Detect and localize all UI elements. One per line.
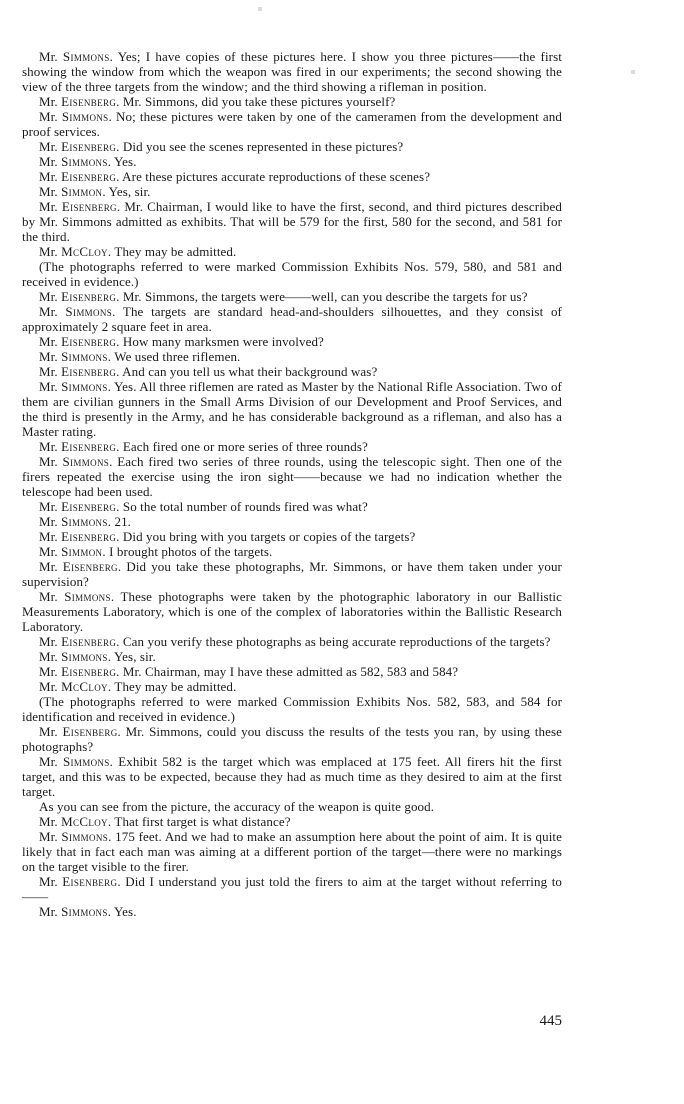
speaker-name: Eisenberg bbox=[61, 169, 117, 184]
speaker-name: Simmons bbox=[61, 904, 108, 919]
speaker-label: Mr. Eisenberg. bbox=[39, 874, 121, 889]
speaker-label: Mr. Eisenberg. bbox=[39, 364, 120, 379]
speaker-label: Mr. Eisenberg. bbox=[39, 529, 120, 544]
testimony-text-block bbox=[22, 49, 562, 919]
speaker-label: Mr. Simmon. bbox=[39, 544, 106, 559]
speaker-name: Eisenberg bbox=[61, 289, 117, 304]
testimony-paragraph: Mr. Eisenberg. Did I understand you just told the firers to aim at the target without referring to—— bbox=[22, 874, 563, 904]
speaker-label: Mr. Eisenberg. bbox=[39, 664, 120, 679]
testimony-paragraph: Mr. Eisenberg. Did you take these photographs, Mr. Simmons, or have them taken under your supervision? bbox=[22, 559, 562, 589]
testimony-paragraph: Mr. McCloy. That first target is what distance? bbox=[39, 814, 291, 829]
speaker-name: Eisenberg bbox=[61, 634, 117, 649]
speaker-name: Eisenberg bbox=[61, 664, 117, 679]
testimony-paragraph: Mr. Eisenberg. Did you bring with you targets or copies of the targets? bbox=[39, 529, 416, 544]
speaker-name: Simmons bbox=[62, 454, 110, 469]
scan-speck-top bbox=[258, 7, 262, 11]
testimony-paragraph: Mr. Simmons. Exhibit 582 is the target which was emplaced at 175 feet. All firers hit the first target, and this was to be expected, because they had as much time as they desired to aim at the first target. bbox=[22, 754, 562, 799]
speaker-label: Mr. Eisenberg. bbox=[39, 94, 120, 109]
speaker-name: Eisenberg bbox=[62, 724, 118, 739]
speaker-label: Mr. McCloy. bbox=[39, 244, 112, 259]
testimony-paragraph: Mr. Simmons. These photographs were taken by the photographic laboratory in our Ballistic Measurements Laboratory, which is one of the complex of laboratories within the Ballistic Research Laboratory. bbox=[22, 589, 562, 634]
testimony-paragraph: Mr. Eisenberg. Can you verify these photographs as being accurate reproductions of the targets? bbox=[39, 634, 551, 649]
speaker-name: Simmons bbox=[61, 514, 108, 529]
speaker-label: Mr. Eisenberg. bbox=[39, 169, 120, 184]
speaker-name: Simmons bbox=[61, 109, 109, 124]
speaker-name: Eisenberg bbox=[61, 199, 117, 214]
testimony-paragraph: Mr. Simmons. Yes, sir. bbox=[39, 649, 156, 664]
speaker-label: Mr. Simmons. bbox=[39, 379, 112, 394]
testimony-paragraph: Mr. McCloy. They may be admitted. bbox=[39, 244, 237, 259]
speaker-name: McCloy bbox=[61, 679, 108, 694]
speaker-label: Mr. Eisenberg. bbox=[39, 724, 121, 739]
testimony-paragraph: Mr. Eisenberg. And can you tell us what their background was? bbox=[39, 364, 378, 379]
speaker-label: Mr. Simmon. bbox=[39, 184, 106, 199]
testimony-paragraph: Mr. Simmons. 21. bbox=[39, 514, 132, 529]
speaker-name: Eisenberg bbox=[61, 529, 117, 544]
speaker-name: Eisenberg bbox=[61, 364, 117, 379]
speaker-label: Mr. Simmons. bbox=[39, 154, 112, 169]
speaker-name: Simmons bbox=[61, 829, 109, 844]
speaker-name: Simmons bbox=[62, 754, 110, 769]
testimony-paragraph: Mr. Eisenberg. Mr. Chairman, may I have these admitted as 582, 583 and 584? bbox=[39, 664, 459, 679]
speaker-label: Mr. Simmons. bbox=[39, 589, 115, 604]
speaker-label: Mr. Simmons. bbox=[39, 754, 113, 769]
speaker-name: Simmons bbox=[62, 49, 110, 64]
speaker-name: McCloy bbox=[61, 244, 108, 259]
speaker-label: Mr. Eisenberg. bbox=[39, 439, 120, 454]
testimony-paragraph: Mr. Simmons. Yes. bbox=[39, 154, 137, 169]
speaker-name: McCloy bbox=[61, 814, 108, 829]
testimony-paragraph: Mr. Eisenberg. Each fired one or more series of three rounds? bbox=[39, 439, 368, 454]
speaker-label: Mr. Eisenberg. bbox=[39, 139, 120, 154]
speaker-name: Simmon bbox=[61, 544, 103, 559]
testimony-paragraph: Mr. Eisenberg. Did you see the scenes represented in these pictures? bbox=[39, 139, 404, 154]
speaker-name: Simmon bbox=[61, 184, 103, 199]
speaker-label: Mr. Simmons. bbox=[39, 109, 112, 124]
scan-speck-right bbox=[631, 70, 635, 74]
speaker-name: Simmons bbox=[61, 349, 108, 364]
speaker-name: Simmons bbox=[61, 154, 108, 169]
speaker-label: Mr. Eisenberg. bbox=[39, 634, 120, 649]
testimony-paragraph: Mr. Simmons. 175 feet. And we had to make an assumption here about the point of aim. It is quite likely that in fact each man was aiming at a different portion of the target—there were no markings on the target visible to the firer. bbox=[22, 829, 562, 874]
speaker-label: Mr. Eisenberg. bbox=[39, 199, 121, 214]
speaker-name: Eisenberg bbox=[61, 334, 117, 349]
speaker-label: Mr. Simmons. bbox=[39, 829, 112, 844]
testimony-paragraph: (The photographs referred to were marked Commission Exhibits Nos. 582, 583, and 584 for identification and received in evidence.) bbox=[22, 694, 562, 724]
testimony-paragraph: Mr. Simmons. Each fired two series of three rounds, using the telescopic sight. Then one of the firers repeated the exercise using the iron sight——because we had no indication whether the telescope had been used. bbox=[22, 454, 562, 499]
speaker-name: Eisenberg bbox=[61, 499, 117, 514]
speaker-label: Mr. Simmons. bbox=[39, 304, 116, 319]
testimony-paragraph: As you can see from the picture, the accuracy of the weapon is quite good. bbox=[39, 799, 435, 814]
speaker-name: Eisenberg bbox=[61, 139, 117, 154]
testimony-paragraph: Mr. Eisenberg. Mr. Simmons, did you take these pictures yourself? bbox=[39, 94, 396, 109]
testimony-paragraph: Mr. Simmons. Yes; I have copies of these pictures here. I show you three pictures——the first showing the window from which the weapon was fired in our experiments; the second showing the view of the three targets from the window; and the third showing a rifleman in position. bbox=[22, 49, 562, 94]
speaker-name: Simmons bbox=[61, 379, 108, 394]
speaker-name: Eisenberg bbox=[62, 559, 118, 574]
speaker-name: Simmons bbox=[64, 589, 111, 604]
speaker-name: Simmons bbox=[61, 649, 108, 664]
testimony-paragraph: Mr. Simmon. Yes, sir. bbox=[39, 184, 151, 199]
testimony-paragraph: Mr. Simmons. No; these pictures were taken by one of the cameramen from the development and proof services. bbox=[22, 109, 562, 139]
speaker-label: Mr. Eisenberg. bbox=[39, 499, 120, 514]
speaker-label: Mr. Simmons. bbox=[39, 349, 112, 364]
page-number: 445 bbox=[539, 1013, 562, 1029]
testimony-paragraph: Mr. Simmons. We used three riflemen. bbox=[39, 349, 241, 364]
speaker-name: Eisenberg bbox=[62, 874, 118, 889]
speaker-name: Eisenberg bbox=[61, 439, 117, 454]
testimony-paragraph: Mr. Simmons. Yes. All three riflemen are rated as Master by the National Rifle Association. Two of them are civilian gunners in the Small Arms Division of our Development and Proof Services, and the third is presently in the Army, and he has considerable background as a rifleman, and also has a Master rating. bbox=[22, 379, 562, 439]
testimony-paragraph: Mr. Simmon. I brought photos of the targets. bbox=[39, 544, 273, 559]
testimony-paragraph: Mr. Eisenberg. Are these pictures accurate reproductions of these scenes? bbox=[39, 169, 431, 184]
testimony-paragraph: Mr. Eisenberg. Mr. Simmons, the targets were——well, can you describe the targets for us? bbox=[39, 289, 528, 304]
testimony-paragraph: Mr. Simmons. Yes. bbox=[39, 904, 137, 919]
testimony-paragraph: Mr. McCloy. They may be admitted. bbox=[39, 679, 237, 694]
speaker-label: Mr. Simmons. bbox=[39, 904, 112, 919]
testimony-paragraph: (The photographs referred to were marked Commission Exhibits Nos. 579, 580, and 581 and received in evidence.) bbox=[22, 259, 562, 289]
speaker-label: Mr. McCloy. bbox=[39, 814, 112, 829]
testimony-paragraph: Mr. Simmons. The targets are standard head-and-shoulders silhouettes, and they consist of approximately 2 square feet in area. bbox=[22, 304, 562, 334]
speaker-name: Eisenberg bbox=[61, 94, 117, 109]
speaker-name: Simmons bbox=[65, 304, 113, 319]
speaker-label: Mr. Simmons. bbox=[39, 649, 112, 664]
testimony-paragraph: Mr. Eisenberg. How many marksmen were involved? bbox=[39, 334, 324, 349]
speaker-label: Mr. Simmons. bbox=[39, 454, 113, 469]
speaker-label: Mr. Eisenberg. bbox=[39, 334, 120, 349]
speaker-label: Mr. Eisenberg. bbox=[39, 559, 122, 574]
speaker-label: Mr. McCloy. bbox=[39, 679, 112, 694]
testimony-paragraph: Mr. Eisenberg. So the total number of rounds fired was what? bbox=[39, 499, 368, 514]
speaker-label: Mr. Simmons. bbox=[39, 49, 113, 64]
testimony-paragraph: Mr. Eisenberg. Mr. Simmons, could you discuss the results of the tests you ran, by using these photographs? bbox=[22, 724, 562, 754]
speaker-label: Mr. Eisenberg. bbox=[39, 289, 120, 304]
testimony-paragraph: Mr. Eisenberg. Mr. Chairman, I would like to have the first, second, and third pictures described by Mr. Simmons admitted as exhibits. That will be 579 for the first, 580 for the second, and 581 for the third. bbox=[22, 199, 562, 244]
speaker-label: Mr. Simmons. bbox=[39, 514, 112, 529]
